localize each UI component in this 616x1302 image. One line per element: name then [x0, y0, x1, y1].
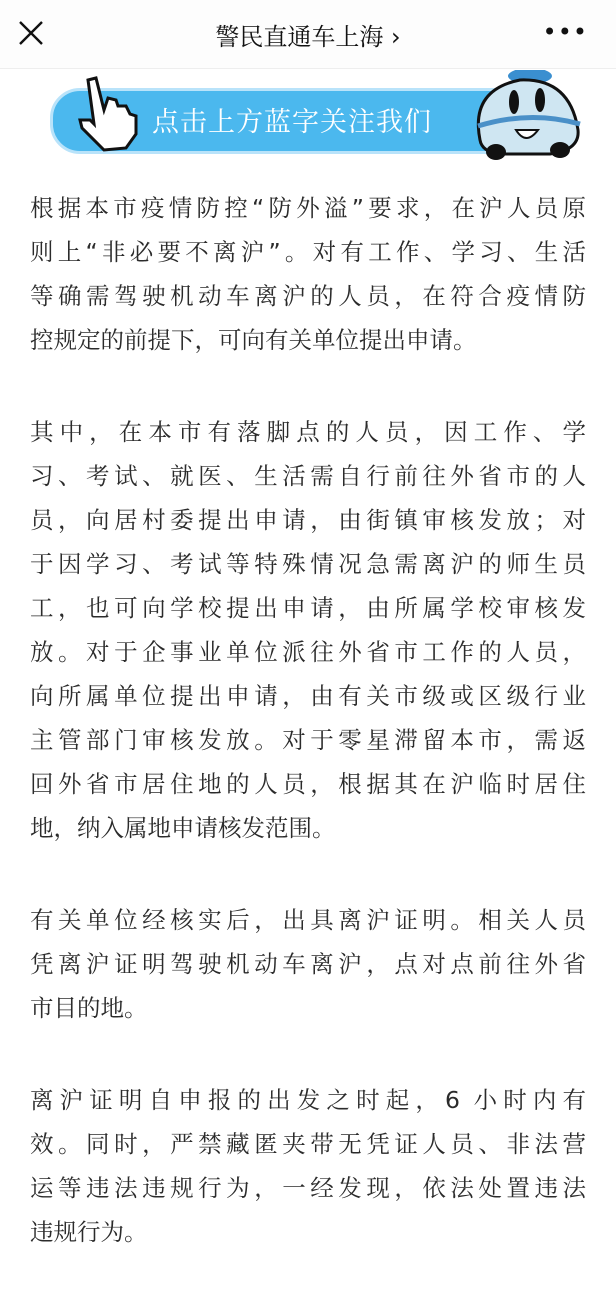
paragraph-line: 根据本市疫情防控“防外溢”要求，在沪人员原 [30, 194, 586, 222]
paragraph-line: 工，也可向学校提出申请，由所属学校审核发 [30, 594, 586, 622]
paragraph-line: 等确需驾驶机动车离沪的人员，在符合疫情防 [30, 282, 586, 310]
paragraph-line: 回外省市居住地的人员，根据其在沪临时居住 [30, 770, 586, 798]
article-paragraph [30, 410, 586, 850]
paragraph-line: 控规定的前提下，可向有关单位提出申请。 [30, 326, 477, 354]
top-nav-bar [0, 0, 616, 69]
paragraph-line: 向所属单位提出申请，由有关市级或区级行业 [30, 682, 586, 710]
pointing-hand-icon [74, 76, 144, 154]
account-title[interactable]: 警民直通车上海 › [215, 23, 401, 51]
paragraph-line: 离沪证明自申报的出发之时起，6 小时内有 [30, 1086, 586, 1114]
paragraph-line: 凭离沪证明驾驶机动车离沪，点对点前往外省 [30, 950, 586, 978]
paragraph-line: 员，向居村委提出申请，由街镇审核发放；对 [30, 506, 586, 534]
paragraph-line: 则上“非必要不离沪”。对有工作、学习、生活 [30, 238, 586, 266]
more-icon[interactable]: ••• [542, 18, 588, 46]
paragraph-line: 其中，在本市有落脚点的人员，因工作、学 [30, 418, 586, 446]
paragraph-line: 地，纳入属地申请核发范围。 [30, 814, 336, 842]
banner-text: 点击上方蓝字关注我们 [152, 107, 432, 138]
article-paragraph [30, 1078, 586, 1254]
follow-banner[interactable] [48, 78, 588, 160]
paragraph-line: 习、考试、就医、生活需自行前往外省市的人 [30, 462, 586, 490]
paragraph-line: 主管部门审核发放。对于零星滞留本市，需返 [30, 726, 586, 754]
paragraph-line: 运等违法违规行为，一经发现，依法处置违法 [30, 1174, 586, 1202]
paragraph-line: 效。同时，严禁藏匿夹带无凭证人员、非法营 [30, 1130, 586, 1158]
paragraph-line: 市目的地。 [30, 994, 148, 1022]
paragraph-line: 放。对于企事业单位派往外省市工作的人员， [30, 638, 586, 666]
paragraph-line: 有关单位经核实后，出具离沪证明。相关人员 [30, 906, 586, 934]
article-paragraph [30, 186, 586, 362]
police-car-mascot-icon [460, 70, 584, 162]
article-body [30, 186, 586, 1302]
paragraph-line: 于因学习、考试等特殊情况急需离沪的师生员 [30, 550, 586, 578]
paragraph-line: 违规行为。 [30, 1218, 148, 1246]
article-paragraph [30, 898, 586, 1030]
